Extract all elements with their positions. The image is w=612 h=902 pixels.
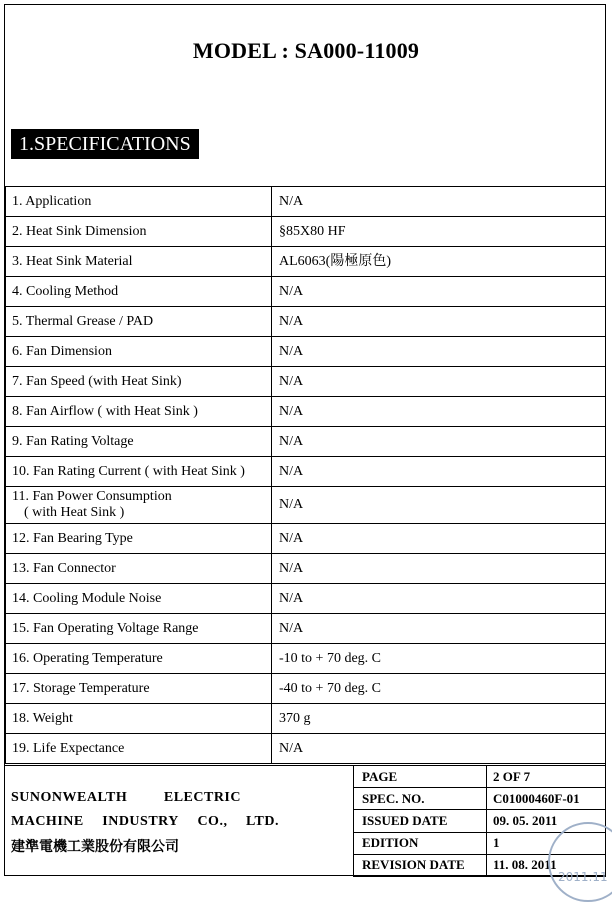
spec-label: 9. Fan Rating Voltage bbox=[6, 427, 272, 457]
spec-label: 18. Weight bbox=[6, 704, 272, 734]
company-word: INDUSTRY bbox=[102, 814, 179, 829]
spec-label: 7. Fan Speed (with Heat Sink) bbox=[6, 367, 272, 397]
table-row bbox=[6, 487, 606, 524]
company-name-line2 bbox=[11, 810, 279, 834]
table-row bbox=[6, 704, 606, 734]
table-row bbox=[6, 674, 606, 704]
info-key: PAGE bbox=[354, 766, 487, 788]
company-name-cjk: 建準電機工業股份有限公司 bbox=[11, 839, 179, 855]
spec-label-line1: 11. Fan Power Consumption bbox=[12, 489, 172, 504]
company-word: MACHINE bbox=[11, 814, 84, 829]
spec-label: 10. Fan Rating Current ( with Heat Sink ) bbox=[6, 457, 272, 487]
spec-value: N/A bbox=[272, 427, 606, 457]
footer bbox=[5, 765, 606, 877]
spec-label: 16. Operating Temperature bbox=[6, 644, 272, 674]
spec-label: 14. Cooling Module Noise bbox=[6, 584, 272, 614]
company-word: ELECTRIC bbox=[163, 790, 241, 805]
company-name-line1 bbox=[11, 786, 279, 810]
info-value: 11. 08. 2011 bbox=[487, 854, 607, 876]
table-row bbox=[6, 644, 606, 674]
table-row bbox=[6, 277, 606, 307]
spec-value: 370 g bbox=[272, 704, 606, 734]
spec-value: N/A bbox=[272, 187, 606, 217]
spec-value: N/A bbox=[272, 734, 606, 764]
spec-table bbox=[5, 186, 606, 764]
spec-label: 19. Life Expectance bbox=[6, 734, 272, 764]
spec-label: 5. Thermal Grease / PAD bbox=[6, 307, 272, 337]
table-row bbox=[6, 524, 606, 554]
table-row bbox=[6, 554, 606, 584]
table-row bbox=[6, 337, 606, 367]
table-row bbox=[6, 247, 606, 277]
table-row bbox=[6, 367, 606, 397]
table-row bbox=[6, 187, 606, 217]
spec-label: 2. Heat Sink Dimension bbox=[6, 217, 272, 247]
company-word: CO., bbox=[197, 814, 228, 829]
spec-value: N/A bbox=[272, 337, 606, 367]
spec-label: 4. Cooling Method bbox=[6, 277, 272, 307]
table-row bbox=[6, 457, 606, 487]
spec-label bbox=[6, 487, 272, 524]
spec-label: 15. Fan Operating Voltage Range bbox=[6, 614, 272, 644]
table-row bbox=[6, 614, 606, 644]
info-key: EDITION bbox=[354, 832, 487, 854]
section-title: 1.SPECIFICATIONS bbox=[11, 129, 199, 159]
info-value: C01000460F-01 bbox=[487, 788, 607, 810]
table-row bbox=[6, 734, 606, 764]
table-row bbox=[6, 584, 606, 614]
spec-label: 1. Application bbox=[6, 187, 272, 217]
model-title: MODEL : SA000-11009 bbox=[192, 38, 420, 63]
spec-label: 3. Heat Sink Material bbox=[6, 247, 272, 277]
spec-value: N/A bbox=[272, 277, 606, 307]
spec-value: -10 to + 70 deg. C bbox=[272, 644, 606, 674]
table-row bbox=[6, 307, 606, 337]
info-key: SPEC. NO. bbox=[354, 788, 487, 810]
spec-value: §85X80 HF bbox=[272, 217, 606, 247]
spec-label: 6. Fan Dimension bbox=[6, 337, 272, 367]
info-value: 1 bbox=[487, 832, 607, 854]
table-row bbox=[6, 397, 606, 427]
spec-value: N/A bbox=[272, 367, 606, 397]
spec-value: N/A bbox=[272, 397, 606, 427]
company-word: SUNONWEALTH bbox=[11, 790, 128, 805]
spec-label: 12. Fan Bearing Type bbox=[6, 524, 272, 554]
spec-label: 17. Storage Temperature bbox=[6, 674, 272, 704]
spec-label: 8. Fan Airflow ( with Heat Sink ) bbox=[6, 397, 272, 427]
table-row bbox=[354, 788, 607, 810]
spec-value: -40 to + 70 deg. C bbox=[272, 674, 606, 704]
company-word: LTD. bbox=[245, 814, 279, 829]
spec-value: N/A bbox=[272, 584, 606, 614]
info-value: 09. 05. 2011 bbox=[487, 810, 607, 832]
table-row bbox=[6, 427, 606, 457]
spec-label-line2: ( with Heat Sink ) bbox=[24, 505, 125, 520]
spec-value: N/A bbox=[272, 307, 606, 337]
spec-label: 13. Fan Connector bbox=[6, 554, 272, 584]
spec-value: N/A bbox=[272, 524, 606, 554]
approval-stamp bbox=[548, 822, 612, 902]
spec-value: N/A bbox=[272, 487, 606, 524]
table-row bbox=[354, 766, 607, 788]
stamp-date: 2011.11 bbox=[558, 870, 608, 884]
spec-value: AL6063(陽極原色) bbox=[272, 247, 606, 277]
spec-value: N/A bbox=[272, 457, 606, 487]
company-block bbox=[11, 786, 351, 860]
spec-value: N/A bbox=[272, 554, 606, 584]
info-key: REVISION DATE bbox=[354, 854, 487, 876]
spec-value: N/A bbox=[272, 614, 606, 644]
table-row bbox=[6, 217, 606, 247]
info-value: 2 OF 7 bbox=[487, 766, 607, 788]
info-key: ISSUED DATE bbox=[354, 810, 487, 832]
